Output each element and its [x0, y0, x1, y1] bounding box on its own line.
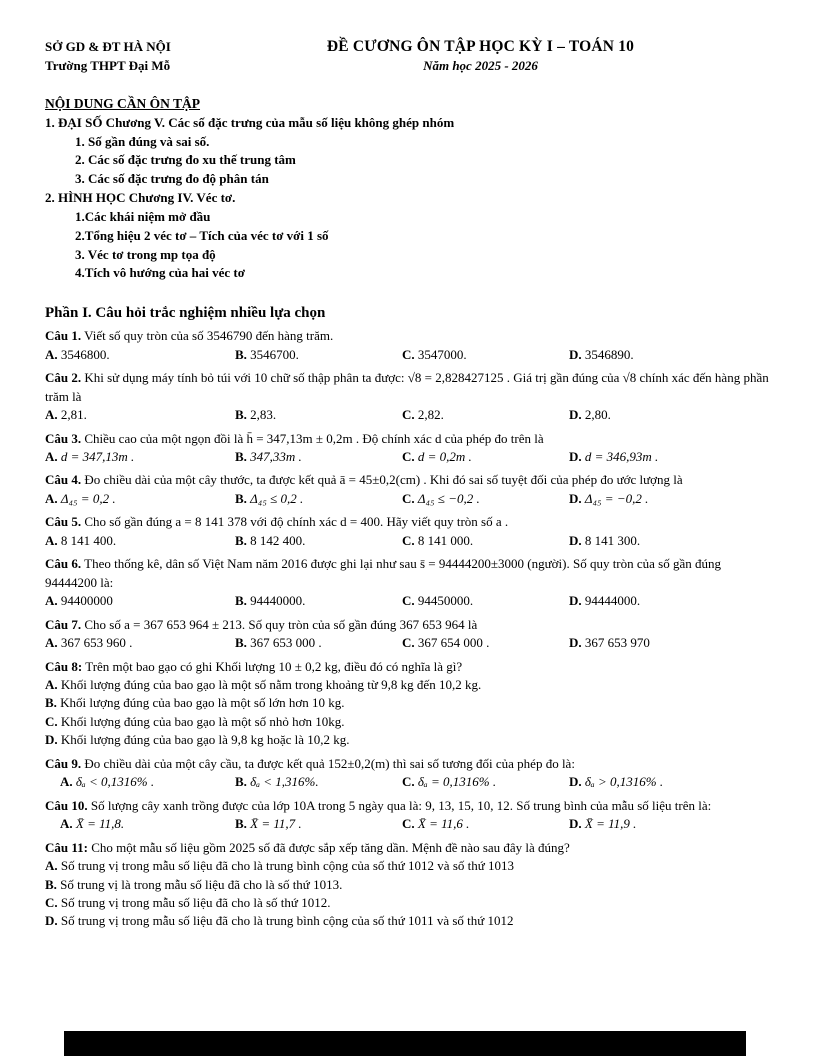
option-letter: B.: [235, 635, 247, 651]
option-text: 367 653 970: [581, 635, 650, 651]
option-letter: B.: [45, 876, 57, 892]
question-stem: Câu 6. Theo thống kê, dân số Việt Nam năm 2016 được ghi lại như sau s̄ = 94444200±3000 (người). Số quy tròn của số gần đúng 94444200 là:: [45, 556, 722, 590]
question-stem: Câu 7. Cho số a = 367 653 964 ± 213. Số quy tròn của số gần đúng 367 653 964 là: [45, 616, 478, 632]
part1-heading: Phần I. Câu hỏi trắc nghiệm nhiều lựa chọn: [45, 305, 326, 322]
option-text: 8 141 000.: [414, 532, 474, 548]
option-text: 367 654 000 .: [414, 635, 490, 651]
answer-option: [235, 346, 402, 364]
outline-item: 1. ĐẠI SỐ Chương V. Các số đặc trưng của mẫu số liệu không ghép nhóm: [45, 114, 455, 130]
option-text: 2,80.: [581, 407, 611, 423]
option-text: 94400000: [57, 593, 113, 609]
question-number: Câu 1.: [45, 328, 82, 344]
question: [45, 430, 771, 467]
option-letter: A.: [60, 816, 73, 832]
option-letter: A.: [45, 593, 58, 609]
answer-option: [402, 346, 569, 364]
option-text: 2,81.: [57, 407, 87, 423]
option-letter: D.: [45, 732, 58, 748]
question-stem: Câu 8: Trên một bao gạo có ghi Khối lượng 10 ± 0,2 kg, điều đó có nghĩa là gì?: [45, 658, 463, 674]
option-letter: C.: [402, 635, 415, 651]
option-letter: D.: [569, 635, 582, 651]
option-letter: C.: [402, 532, 415, 548]
answer-option: [402, 773, 569, 791]
option-letter: C.: [402, 490, 415, 506]
option-text: 367 653 000 .: [246, 635, 322, 651]
option-letter: A.: [45, 676, 58, 692]
option-letter: D.: [569, 449, 582, 464]
option-text: 94444000.: [581, 593, 641, 609]
question: [45, 555, 771, 610]
question-stem: Câu 1. Viết số quy tròn của số 3546790 đến hàng trăm.: [45, 328, 334, 344]
option-letter: C.: [402, 449, 415, 464]
answer-options-row: [45, 448, 771, 466]
question-number: Câu 3.: [45, 430, 82, 446]
answer-option: C. Số trung vị trong mẫu số liệu đã cho là số thứ 1012.: [45, 894, 331, 910]
question-number: Câu 4.: [45, 472, 82, 488]
option-text: 347,33m .: [246, 449, 302, 464]
option-text: Δ₄₅ ≤ 0,2 .: [246, 490, 304, 506]
answer-option: [60, 815, 235, 833]
answer-options-row: [45, 634, 771, 652]
answer-option: [569, 448, 771, 466]
option-letter: A.: [45, 532, 58, 548]
option-text: 8 141 300.: [581, 532, 641, 548]
option-letter: D.: [569, 490, 582, 506]
option-letter: B.: [235, 346, 247, 362]
review-outline: [45, 114, 771, 284]
question-stem: Câu 2. Khi sử dụng máy tính bỏ túi với 10 chữ số thập phân ta được: √8 = 2,828427125 . Giá trị gần đúng của √8 chính xác đến hàng phần trăm là: [45, 370, 769, 404]
question-stem: Câu 4. Đo chiều dài của một cây thước, ta được kết quả ā = 45±0,2(cm) . Khi đó sai số tuyệt đối của phép đo ước lượng là: [45, 472, 683, 488]
outline-item: 2. Các số đặc trưng đo xu thế trung tâm: [75, 152, 296, 168]
option-text: d = 347,13m .: [57, 449, 135, 464]
question-number: Câu 6.: [45, 556, 82, 572]
option-text: 3546800.: [57, 346, 110, 362]
question: [45, 471, 771, 508]
option-letter: D.: [569, 407, 582, 423]
question: [45, 797, 771, 834]
answer-option: [45, 592, 235, 610]
option-letter: B.: [235, 774, 247, 790]
answer-options-row: [45, 346, 771, 364]
question-stem: Câu 5. Cho số gần đúng a = 8 141 378 với độ chính xác d = 400. Hãy viết quy tròn số a .: [45, 514, 509, 530]
answer-option: [402, 490, 569, 508]
option-letter: C.: [402, 593, 415, 609]
review-heading: NỘI DUNG CẦN ÔN TẬP: [45, 95, 201, 111]
option-letter: A.: [45, 635, 58, 651]
question: [45, 369, 771, 424]
answer-option: [402, 532, 569, 550]
option-text: d = 0,2m .: [414, 449, 472, 464]
option-text: d = 346,93m .: [581, 449, 659, 464]
option-letter: A.: [45, 858, 58, 874]
answer-option: C. Khối lượng đúng của bao gạo là một số nhỏ hơn 10kg.: [45, 713, 345, 729]
answer-options-row: [45, 773, 771, 791]
question: [45, 327, 771, 364]
option-letter: B.: [45, 695, 57, 711]
option-text: X̄ = 11,9 .: [581, 816, 637, 832]
question-number: Câu 10.: [45, 797, 88, 813]
header-left-block: [45, 38, 260, 76]
question-number: Câu 9.: [45, 755, 82, 771]
option-letter: D.: [569, 346, 582, 362]
answer-option: [235, 634, 402, 652]
option-letter: A.: [45, 490, 58, 506]
answer-options-row: [45, 592, 771, 610]
answer-option: [235, 406, 402, 424]
option-letter: D.: [45, 913, 58, 929]
option-letter: C.: [45, 713, 58, 729]
answer-option: A. Khối lượng đúng của bao gạo là một số nằm trong khoảng từ 9,8 kg đến 10,2 kg.: [45, 676, 482, 692]
answer-option: [235, 815, 402, 833]
answer-option: [402, 406, 569, 424]
answer-option: [235, 773, 402, 791]
question-number: Câu 11:: [45, 839, 88, 855]
outline-item: 3. Các số đặc trưng đo độ phân tán: [75, 171, 269, 187]
answer-options-row: [45, 490, 771, 508]
document-header: [45, 38, 771, 76]
option-text: 8 141 400.: [57, 532, 117, 548]
answer-option: [569, 634, 771, 652]
option-letter: B.: [235, 449, 247, 464]
header-center-block: [260, 38, 701, 76]
option-text: 367 653 960 .: [57, 635, 133, 651]
answer-option: [235, 532, 402, 550]
option-letter: C.: [402, 816, 415, 832]
answer-option: [235, 592, 402, 610]
option-text: 2,82.: [414, 407, 444, 423]
question-number: Câu 5.: [45, 514, 82, 530]
answer-option: [569, 773, 771, 791]
option-text: X̄ = 11,6 .: [414, 816, 470, 832]
answer-option: [402, 815, 569, 833]
answer-options-row: [45, 815, 771, 833]
outline-item: 4.Tích vô hướng của hai véc tơ: [75, 265, 245, 281]
option-letter: A.: [45, 449, 58, 464]
option-letter: B.: [235, 532, 247, 548]
document-title: ĐỀ CƯƠNG ÔN TẬP HỌC KỲ I – TOÁN 10: [326, 38, 635, 55]
option-letter: D.: [569, 774, 582, 790]
option-text: 3546700.: [246, 346, 299, 362]
questions: [45, 327, 771, 931]
option-text: 3546890.: [581, 346, 634, 362]
answer-option: B. Khối lượng đúng của bao gạo là một số lớn hơn 10 kg.: [45, 695, 345, 711]
option-letter: B.: [235, 593, 247, 609]
question: [45, 839, 771, 931]
question: [45, 755, 771, 792]
option-letter: B.: [235, 816, 247, 832]
department-name: SỞ GD & ĐT HÀ NỘI: [45, 39, 171, 54]
option-text: 94440000.: [246, 593, 306, 609]
option-letter: B.: [235, 407, 247, 423]
answer-option: [235, 490, 402, 508]
option-letter: C.: [45, 894, 58, 910]
answer-option: B. Số trung vị là trong mẫu số liệu đã cho là số thứ 1013.: [45, 876, 343, 892]
answer-option: [569, 346, 771, 364]
answer-option: [402, 448, 569, 466]
option-letter: A.: [45, 346, 58, 362]
option-text: Δ₄₅ ≤ −0,2 .: [414, 490, 480, 506]
question-stem: Câu 11: Cho một mẫu số liệu gồm 2025 số đã được sắp xếp tăng dần. Mệnh đề nào sau đây là đúng?: [45, 839, 570, 855]
option-text: δₐ < 1,316%.: [246, 774, 319, 790]
option-letter: A.: [45, 407, 58, 423]
option-text: δₐ < 0,1316% .: [72, 774, 155, 790]
outline-item: 3. Véc tơ trong mp tọa độ: [75, 246, 216, 262]
answer-option: [402, 592, 569, 610]
outline-item: 1.Các khái niệm mở đầu: [75, 208, 211, 224]
question-stem: Câu 9. Đo chiều dài của một cây cầu, ta được kết quả 152±0,2(m) thì sai số tương đối của phép đo là:: [45, 755, 575, 771]
answer-option: [402, 634, 569, 652]
answer-options-row: [45, 532, 771, 550]
option-text: δₐ > 0,1316% .: [581, 774, 664, 790]
option-text: 2,83.: [246, 407, 277, 423]
answer-option: D. Số trung vị trong mẫu số liệu đã cho là trung bình cộng của số thứ 1011 và số thứ 1012: [45, 913, 514, 929]
answer-option: [569, 592, 771, 610]
question-number: Câu 2.: [45, 370, 82, 386]
option-letter: A.: [60, 774, 73, 790]
answer-option: [569, 532, 771, 550]
page-bottom-bar: [64, 1031, 746, 1056]
option-text: δₐ = 0,1316% .: [414, 774, 497, 790]
answer-option: [45, 406, 235, 424]
answer-option: [569, 490, 771, 508]
question-number: Câu 7.: [45, 616, 82, 632]
option-letter: C.: [402, 774, 415, 790]
answer-option: [45, 490, 235, 508]
question: [45, 658, 771, 750]
question-stem: Câu 10. Số lượng cây xanh trồng được của lớp 10A trong 5 ngày qua là: 9, 13, 15, 10, 12. Số trung bình của mẫu số liệu trên là:: [45, 797, 712, 813]
question-stem: Câu 3. Chiều cao của một ngọn đồi là h̄ = 347,13m ± 0,2m . Độ chính xác d của phép đo trên là: [45, 430, 544, 446]
option-text: X̄ = 11,8.: [72, 816, 125, 832]
answer-option: [45, 448, 235, 466]
question-number: Câu 8:: [45, 658, 83, 674]
outline-item: 2.Tổng hiệu 2 véc tơ – Tích của véc tơ với 1 số: [75, 227, 329, 243]
outline-item: 1. Số gần đúng và sai số.: [75, 133, 210, 149]
answer-option: A. Số trung vị trong mẫu số liệu đã cho là trung bình cộng của số thứ 1012 và số thứ 1013: [45, 858, 515, 874]
option-text: X̄ = 11,7 .: [246, 816, 302, 832]
option-letter: C.: [402, 407, 415, 423]
question: [45, 616, 771, 653]
option-letter: D.: [569, 593, 582, 609]
answer-option: [60, 773, 235, 791]
school-year: Năm học 2025 - 2026: [423, 58, 538, 73]
option-text: 94450000.: [414, 593, 474, 609]
option-text: Δ₄₅ = −0,2 .: [581, 490, 649, 506]
answer-option: [45, 346, 235, 364]
school-name: Trường THPT Đại Mỗ: [45, 57, 171, 73]
option-text: 8 142 400.: [246, 532, 306, 548]
option-letter: B.: [235, 490, 247, 506]
option-letter: D.: [569, 816, 582, 832]
outline-item: 2. HÌNH HỌC Chương IV. Véc tơ.: [45, 190, 236, 206]
answer-option: [569, 406, 771, 424]
answer-option: [569, 815, 771, 833]
answer-option: [45, 634, 235, 652]
answer-options-row: [45, 406, 771, 424]
option-letter: D.: [569, 532, 582, 548]
answer-option: [45, 532, 235, 550]
option-text: 3547000.: [414, 346, 467, 362]
answer-option: D. Khối lượng đúng của bao gạo là 9,8 kg hoặc là 10,2 kg.: [45, 732, 350, 748]
question: [45, 513, 771, 550]
answer-option: [235, 448, 402, 466]
option-text: Δ₄₅ = 0,2 .: [57, 490, 116, 506]
option-letter: C.: [402, 346, 415, 362]
